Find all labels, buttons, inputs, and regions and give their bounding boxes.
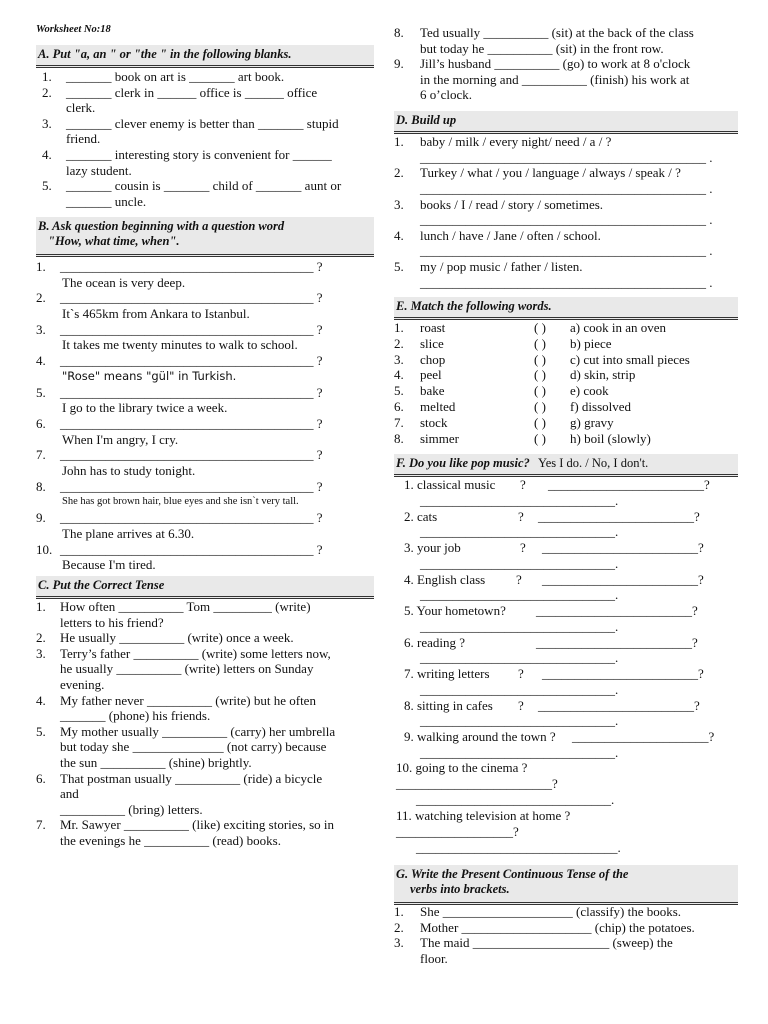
c-item-line[interactable]: and <box>60 786 79 802</box>
b-question-blank[interactable]: _______________________________________ ? <box>60 384 323 400</box>
e-item-number: 8. <box>394 430 404 446</box>
c-item-number: 5. <box>36 723 46 739</box>
f-question: 3. your job <box>404 540 461 555</box>
c-item-line[interactable]: My father never __________ (write) but he often <box>60 692 316 708</box>
f-blank[interactable]: _____________________? <box>572 729 715 744</box>
e-item-number: 4. <box>394 367 404 383</box>
f-question: 6. reading ? <box>404 634 466 650</box>
section-d-title: D. Build up <box>394 111 738 134</box>
c-item-number: 9. <box>394 56 404 72</box>
d-answer-blank[interactable]: ____________________________________________ . <box>420 180 713 196</box>
c-item-number: 7. <box>36 817 46 833</box>
e-item-number: 5. <box>394 383 404 399</box>
section-a-title: A. Put "a, an " or "the " in the following blanks. <box>36 45 374 68</box>
f-question: 4. English class <box>404 571 486 587</box>
f-question: 8. sitting in cafes <box>404 697 493 713</box>
c-item-line[interactable]: evening. <box>60 677 105 692</box>
b-answer-text: The ocean is very deep. <box>62 274 186 290</box>
e-item-number: 6. <box>394 399 404 414</box>
f-answer-line-10[interactable]: ______________________________. <box>416 792 615 807</box>
a-item-line[interactable]: clerk. <box>66 100 96 116</box>
c-item-line[interactable]: How often __________ Tom _________ (write) <box>60 599 311 614</box>
e-word: melted <box>420 399 456 414</box>
e-definition: c) cut into small pieces <box>570 351 690 367</box>
d-answer-blank[interactable]: ____________________________________________ . <box>420 149 713 165</box>
e-definition: h) boil (slowly) <box>570 430 651 446</box>
e-answer-bracket[interactable]: ( ) <box>534 367 546 383</box>
e-answer-bracket[interactable]: ( ) <box>534 320 546 335</box>
g-item-number: 2. <box>394 919 404 935</box>
b-item-number: 7. <box>36 447 46 463</box>
f-blank[interactable]: ________________________? <box>542 540 704 555</box>
b-question-blank[interactable]: _______________________________________ ? <box>60 353 323 369</box>
e-definition: d) skin, strip <box>570 367 636 383</box>
d-prompt: baby / milk / every night/ need / a / ? <box>420 134 612 149</box>
e-item-number: 7. <box>394 414 404 430</box>
b-item-number: 3. <box>36 321 46 337</box>
b-answer-text: I go to the library twice a week. <box>62 400 228 416</box>
c-item-line[interactable]: but today she ______________ (not carry) because <box>60 739 327 755</box>
f-answer-line[interactable]: ______________________________. <box>420 492 619 508</box>
c-item-number: 2. <box>36 630 46 646</box>
f-answer-line[interactable]: ______________________________. <box>420 713 619 728</box>
b-question-blank[interactable]: _______________________________________ ? <box>60 447 323 463</box>
c-item-line[interactable]: Jill’s husband __________ (go) to work at 8 o'clock <box>420 56 691 72</box>
c-item-number: 3. <box>36 645 46 661</box>
b-item-number: 6. <box>36 416 46 431</box>
b-answer-text: It`s 465km from Ankara to Istanbul. <box>62 305 250 321</box>
b-answer-text: She has got brown hair, blue eyes and she isn`t very tall. <box>62 496 299 508</box>
e-answer-bracket[interactable]: ( ) <box>534 414 546 430</box>
d-item-number: 2. <box>394 165 404 181</box>
c-item-line[interactable]: the evenings he __________ (read) books. <box>60 833 281 848</box>
g-item-line[interactable]: Mother ____________________ (chip) the potatoes. <box>420 919 695 935</box>
d-prompt: books / I / read / story / sometimes. <box>420 196 604 212</box>
f-blank-10[interactable]: ________________________? <box>396 776 558 791</box>
e-word: peel <box>420 367 442 383</box>
f-answer-line[interactable]: ______________________________. <box>420 555 619 571</box>
e-definition: f) dissolved <box>570 399 632 414</box>
b-item-number: 1. <box>36 259 46 274</box>
d-prompt: lunch / have / Jane / often / school. <box>420 227 601 243</box>
e-word: bake <box>420 383 445 399</box>
f-blank[interactable]: ________________________? <box>538 697 700 713</box>
e-item-number: 1. <box>394 320 404 335</box>
f-blank[interactable]: ________________________? <box>542 571 704 587</box>
b-answer-text: John has to study tonight. <box>62 462 196 478</box>
g-item-line[interactable]: She ____________________ (classify) the books. <box>420 904 682 919</box>
c-item-line[interactable]: Mr. Sawyer __________ (like) exciting stories, so in <box>60 817 335 833</box>
f-answer-line[interactable]: ______________________________. <box>420 587 619 602</box>
b-question-blank[interactable]: _______________________________________ ? <box>60 290 323 306</box>
a-item-line[interactable]: lazy student. <box>66 162 132 178</box>
section-c-title: C. Put the Correct Tense <box>36 576 374 599</box>
f-question-11: 11. watching television at home ? <box>396 808 571 823</box>
f-answer-line[interactable]: ______________________________. <box>420 650 619 665</box>
d-prompt: my / pop music / father / listen. <box>420 259 583 275</box>
b-item-number: 10. <box>36 541 53 557</box>
d-item-number: 5. <box>394 259 404 275</box>
c-item-line[interactable]: My mother usually __________ (carry) her umbrella <box>60 723 336 739</box>
e-item-number: 2. <box>394 335 404 351</box>
a-item-line[interactable]: friend. <box>66 131 101 147</box>
section-f-title: F. Do you like pop music? Yes I do. / No, I don't. <box>394 454 738 477</box>
b-question-blank[interactable]: _______________________________________ ? <box>60 510 323 526</box>
d-item-number: 4. <box>394 227 404 243</box>
c-item-line[interactable]: in the morning and __________ (finish) his work at <box>420 71 690 87</box>
b-answer-text: It takes me twenty minutes to walk to school. <box>62 337 298 353</box>
section-b-title: B. Ask question beginning with a question word "How, what time, when". <box>36 217 374 257</box>
e-answer-bracket[interactable]: ( ) <box>534 335 546 351</box>
d-answer-blank[interactable]: ____________________________________________ . <box>420 212 713 228</box>
f-question-mark: ? <box>518 508 524 524</box>
a-item-number: 4. <box>42 147 52 162</box>
b-item-number: 5. <box>36 384 46 400</box>
section-g-title: G. Write the Present Continuous Tense of the verbs into brackets. <box>394 865 738 905</box>
f-question-mark: ? <box>516 571 522 587</box>
f-question: 1. classical music <box>404 477 496 492</box>
a-item-line[interactable]: _______ cousin is _______ child of _______ aunt or <box>66 178 342 194</box>
worksheet-title: Worksheet No:18 <box>36 24 111 35</box>
a-item-line[interactable]: _______ book on art is _______ art book. <box>66 69 285 84</box>
f-question-mark: ? <box>520 477 526 492</box>
a-item-number: 3. <box>42 115 52 131</box>
e-definition: b) piece <box>570 335 612 351</box>
b-answer-text: The plane arrives at 6.30. <box>62 525 195 541</box>
f-blank[interactable]: ________________________? <box>548 477 710 492</box>
c-item-number: 1. <box>36 599 46 614</box>
b-item-number: 8. <box>36 478 46 494</box>
a-item-line[interactable]: _______ interesting story is convenient for ______ <box>66 147 332 162</box>
f-question: 9. walking around the town ? <box>404 729 556 744</box>
e-word: roast <box>420 320 446 335</box>
f-question-10: 10. going to the cinema ? <box>396 760 528 775</box>
b-answer-text: When I'm angry, I cry. <box>62 431 179 447</box>
c-item-line[interactable]: Terry’s father __________ (write) some letters now, <box>60 645 331 661</box>
section-e-title: E. Match the following words. <box>394 297 738 320</box>
g-item-number: 1. <box>394 904 404 919</box>
d-item-number: 3. <box>394 196 404 212</box>
f-blank[interactable]: ________________________? <box>536 634 698 650</box>
d-answer-blank[interactable]: ____________________________________________ . <box>420 274 713 290</box>
e-definition: g) gravy <box>570 414 614 430</box>
b-question-blank[interactable]: _______________________________________ ? <box>60 478 323 494</box>
c-item-line[interactable]: _______ (phone) his friends. <box>60 708 211 724</box>
b-question-blank[interactable]: _______________________________________ ? <box>60 321 323 337</box>
b-question-blank[interactable]: _______________________________________ ? <box>60 541 323 557</box>
f-question: 7. writing letters <box>404 666 490 681</box>
a-item-line[interactable]: _______ clerk in ______ office is ______ office <box>66 84 318 100</box>
g-item-line[interactable]: The maid _____________________ (sweep) the <box>420 935 673 951</box>
f-blank[interactable]: ________________________? <box>536 603 698 618</box>
f-question: 5. Your hometown? <box>404 603 506 618</box>
f-answer-line[interactable]: ______________________________. <box>420 524 619 539</box>
c-item-line[interactable]: letters to his friend? <box>60 614 164 630</box>
e-item-number: 3. <box>394 351 404 367</box>
c-item-line[interactable]: but today he __________ (sit) in the front row. <box>420 40 664 56</box>
d-prompt: Turkey / what / you / language / always / speak / ? <box>420 165 681 181</box>
e-answer-bracket[interactable]: ( ) <box>534 399 546 414</box>
e-word: chop <box>420 351 446 367</box>
b-item-number: 4. <box>36 353 46 369</box>
c-item-line[interactable]: 6 o’clock. <box>420 87 472 103</box>
c-item-number: 8. <box>394 25 404 40</box>
f-answer-line[interactable]: ______________________________. <box>420 618 619 634</box>
f-blank[interactable]: ________________________? <box>542 666 704 681</box>
d-answer-blank[interactable]: ____________________________________________ . <box>420 243 713 259</box>
c-item-number: 4. <box>36 692 46 708</box>
f-blank[interactable]: ________________________? <box>538 508 700 524</box>
b-answer-text: Because I'm tired. <box>62 557 156 573</box>
a-item-number: 2. <box>42 84 52 100</box>
d-item-number: 1. <box>394 134 404 149</box>
f-question: 2. cats <box>404 508 438 524</box>
f-answer-line[interactable]: ______________________________. <box>420 744 619 760</box>
c-item-line[interactable]: __________ (bring) letters. <box>60 801 203 817</box>
a-item-number: 5. <box>42 178 52 194</box>
e-word: slice <box>420 335 444 351</box>
f-blank-11[interactable]: __________________? <box>396 824 519 839</box>
c-item-line[interactable]: That postman usually __________ (ride) a bicycle <box>60 770 323 786</box>
e-definition: a) cook in an oven <box>570 320 667 335</box>
f-answer-line[interactable]: ______________________________. <box>420 681 619 697</box>
f-question-mark: ? <box>518 666 524 681</box>
e-word: simmer <box>420 430 459 446</box>
e-answer-bracket[interactable]: ( ) <box>534 430 546 446</box>
b-answer-text: "Rose" means "gül" in Turkish. <box>62 368 237 383</box>
c-item-line[interactable]: the sun __________ (shine) brightly. <box>60 755 252 770</box>
c-item-line[interactable]: He usually __________ (write) once a week. <box>60 630 294 646</box>
b-item-number: 9. <box>36 510 46 526</box>
e-answer-bracket[interactable]: ( ) <box>534 351 546 367</box>
f-question-mark: ? <box>520 540 526 555</box>
f-answer-line-11[interactable]: _______________________________. <box>416 840 621 855</box>
a-item-line[interactable]: _______ clever enemy is better than _______ stupid <box>66 115 339 131</box>
e-definition: e) cook <box>570 383 609 399</box>
a-item-number: 1. <box>42 69 52 84</box>
c-item-number: 6. <box>36 770 46 786</box>
c-item-line[interactable]: Ted usually __________ (sit) at the back of the class <box>420 25 694 40</box>
c-item-line[interactable]: he usually __________ (write) letters on Sunday <box>60 661 314 677</box>
g-item-line[interactable]: floor. <box>420 950 448 966</box>
b-item-number: 2. <box>36 290 46 306</box>
a-item-line[interactable]: _______ uncle. <box>66 193 147 209</box>
g-item-number: 3. <box>394 935 404 951</box>
b-question-blank[interactable]: _______________________________________ ? <box>60 416 323 431</box>
e-answer-bracket[interactable]: ( ) <box>534 383 546 399</box>
e-word: stock <box>420 414 448 430</box>
b-question-blank[interactable]: _______________________________________ ? <box>60 259 323 274</box>
f-question-mark: ? <box>518 697 524 713</box>
